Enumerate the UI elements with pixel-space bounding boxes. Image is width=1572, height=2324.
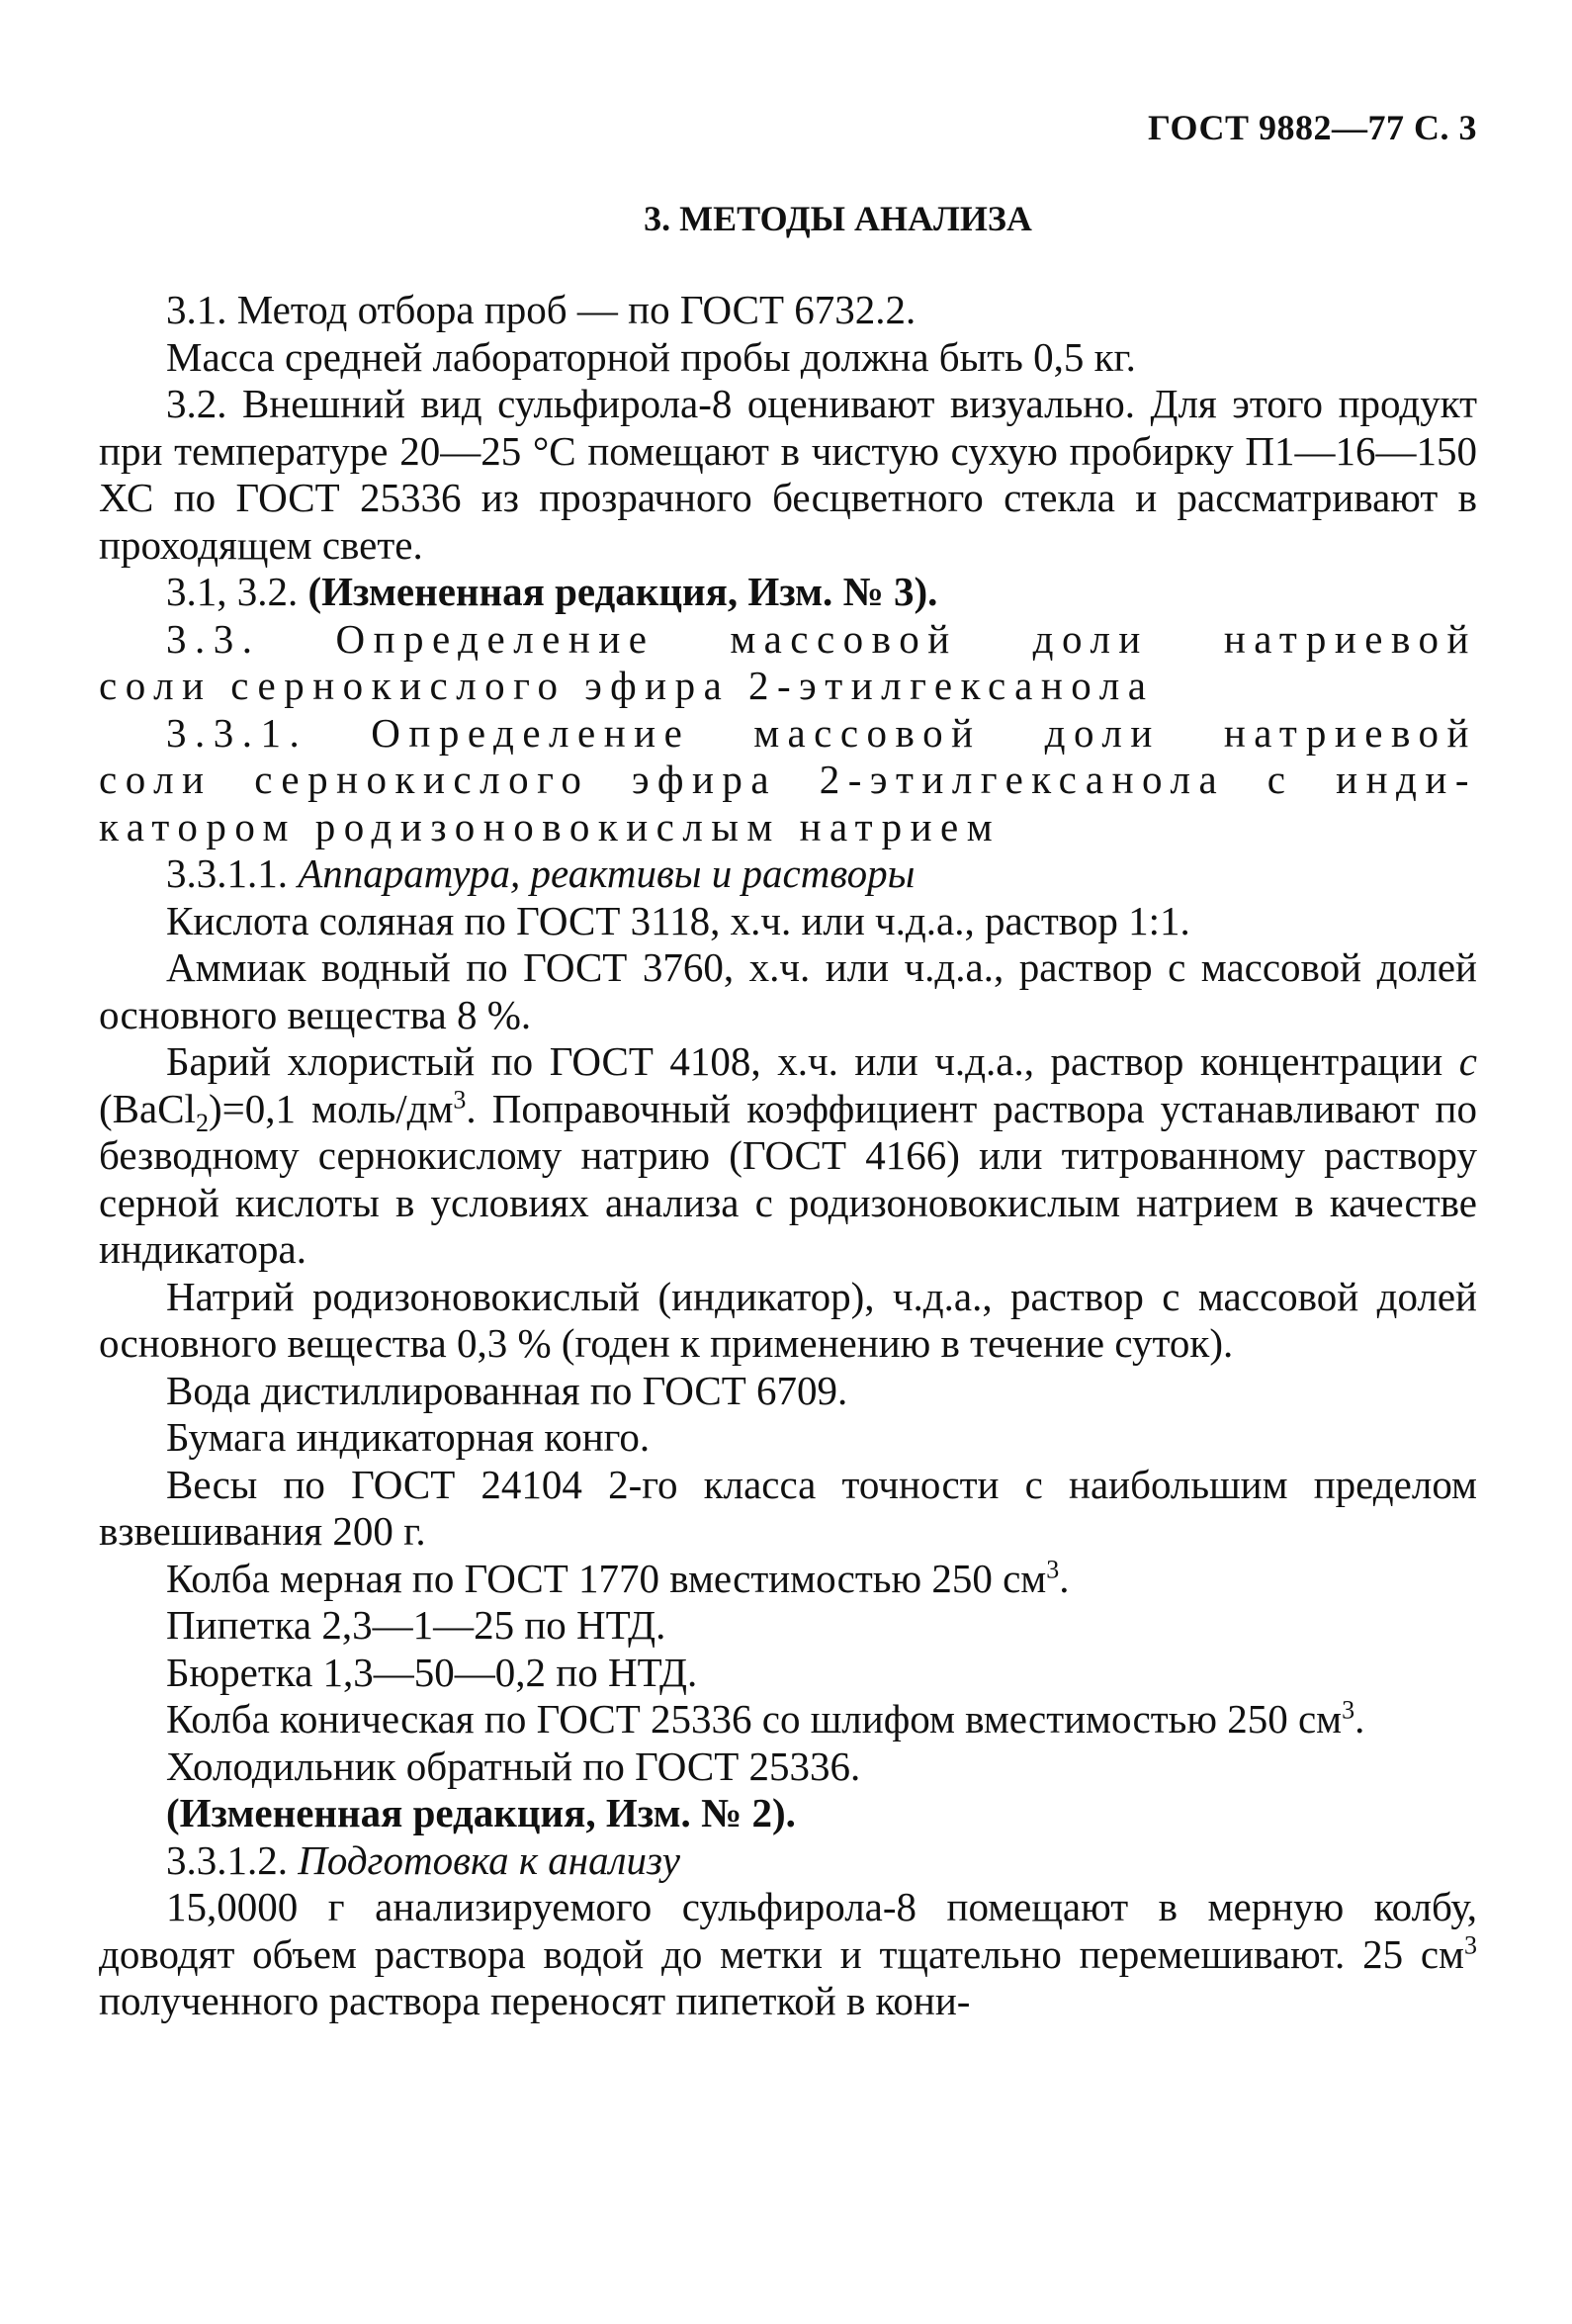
equipment-pipette: Пипетка 2,3—1—25 по НТД. [166, 1602, 666, 1648]
reagent-distilled-water: Вода дистиллированная по ГОСТ 6709. [166, 1367, 848, 1413]
subsection-3-3-line-2: соли сернокислого эфира 2-этилгексанола [99, 663, 1155, 708]
subsection-3-3-1-2-heading [99, 1837, 1477, 1885]
body-text [99, 287, 1477, 2025]
text-run: Колба мерная по ГОСТ 1770 вместимостью 250 см [166, 1555, 1047, 1601]
section-heading: 3. МЕТОДЫ АНАЛИЗА [644, 199, 1032, 238]
text-run: 15,0000 г анализируемого сульфирола-8 помещают в мерную колбу, доводят объем раствора водой до метки и тщательно перемешивают. 25 см [99, 1884, 1477, 1977]
equipment-reflux-condenser: Холодильник обратный по ГОСТ 25336. [166, 1743, 861, 1789]
subsection-title: Подготовка к анализу [298, 1836, 680, 1883]
subsection-number: 3.3.1.2. [166, 1836, 299, 1883]
equipment-scales: Весы по ГОСТ 24104 2-го класса точности с наибольшим пределом взвешивания 200 г. [99, 1461, 1477, 1554]
subsection-3-3-1-line-1: 3.3.1. Определение массовой доли натриевой [166, 709, 1477, 756]
subsection-3-3-line-1: 3.3. Определение массовой доли натриевой [166, 615, 1477, 662]
subsection-3-3-1-line-2: соли сернокислого эфира 2-этилгексанола с инди- [99, 757, 1477, 802]
text-run: Колба коническая по ГОСТ 25336 со шлифом вместимостью 250 см [166, 1696, 1343, 1742]
superscript: 3 [1046, 1554, 1060, 1583]
reagent-congo-paper: Бумага индикаторная конго. [166, 1414, 651, 1460]
amendment-ref: 3.1, 3.2. [166, 569, 308, 614]
paragraph-amendment-3 [99, 569, 1477, 616]
equipment-burette: Бюретка 1,3—50—0,2 по НТД. [166, 1649, 698, 1695]
running-header: ГОСТ 9882—77 С. 3 [1148, 108, 1477, 147]
subsection-3-3-1-1-heading [99, 850, 1477, 898]
subscript: 2 [195, 1108, 209, 1137]
equipment-conical-flask [99, 1696, 1477, 1743]
paragraph-3-1: 3.1. Метод отбора проб — по ГОСТ 6732.2. [166, 287, 917, 332]
text-run: (BaCl [99, 1085, 196, 1131]
equipment-volumetric-flask [99, 1556, 1477, 1603]
amendment-note: (Измененная редакция, Изм. № 3). [307, 569, 938, 614]
reagent-ammonia: Аммиак водный по ГОСТ 3760, х.ч. или ч.д.а., раствор с массовой долей основного вещества 8 %. [99, 944, 1477, 1037]
amendment-note-2: (Измененная редакция, Изм. № 2). [166, 1790, 796, 1835]
text-run: Барий хлористый по ГОСТ 4108, х.ч. или ч.д.а., раствор концентрации [166, 1038, 1459, 1084]
superscript: 3 [1342, 1695, 1355, 1725]
subsection-3-3-1-heading [99, 710, 1477, 851]
formula-symbol: c [1458, 1038, 1477, 1084]
subsection-3-3-1-line-3: катором родизоновокислым натрием [99, 803, 1002, 849]
paragraph-preparation [99, 1884, 1477, 2025]
text-run: )=0,1 моль/дм [208, 1085, 454, 1131]
reagent-sodium-rhodizonate: Натрий родизоновокислый (индикатор), ч.д.а., раствор с массовой долей основного вещества 0,3 % (годен к применению в течение суток). [99, 1273, 1477, 1366]
reagent-hydrochloric-acid: Кислота соляная по ГОСТ 3118, х.ч. или ч.д.а., раствор 1:1. [166, 897, 1190, 943]
text-run: . [1354, 1696, 1365, 1742]
subsection-3-3-heading [99, 616, 1477, 710]
text-run: . Поправочный коэффициент раствора устанавливают по безводному сернокислому натрию (ГОСТ 4166) или титрованному раствору серной кислоты в условиях анализа с родизоновокислым натрием в качестве индикатора. [99, 1085, 1477, 1272]
superscript: 3 [453, 1084, 467, 1114]
text-run: . [1059, 1555, 1070, 1601]
subsection-title: Аппаратура, реактивы и растворы [298, 850, 916, 896]
paragraph-sample-mass: Масса средней лабораторной пробы должна быть 0,5 кг. [166, 333, 1136, 380]
subsection-number: 3.3.1.1. [166, 850, 299, 896]
superscript: 3 [1464, 1929, 1477, 1959]
paragraph-3-2: 3.2. Внешний вид сульфирола-8 оценивают визуально. Для этого продукт при температуре 20—25 °С помещают в чистую сухую пробирку П1—16—150 ХС по ГОСТ 25336 из прозрачного бесцветного стекла и рассматривают в проходящем свете. [99, 381, 1477, 568]
reagent-barium-chloride [99, 1038, 1477, 1274]
text-run: полученного раствора переносят пипеткой в кони- [99, 1978, 971, 2023]
